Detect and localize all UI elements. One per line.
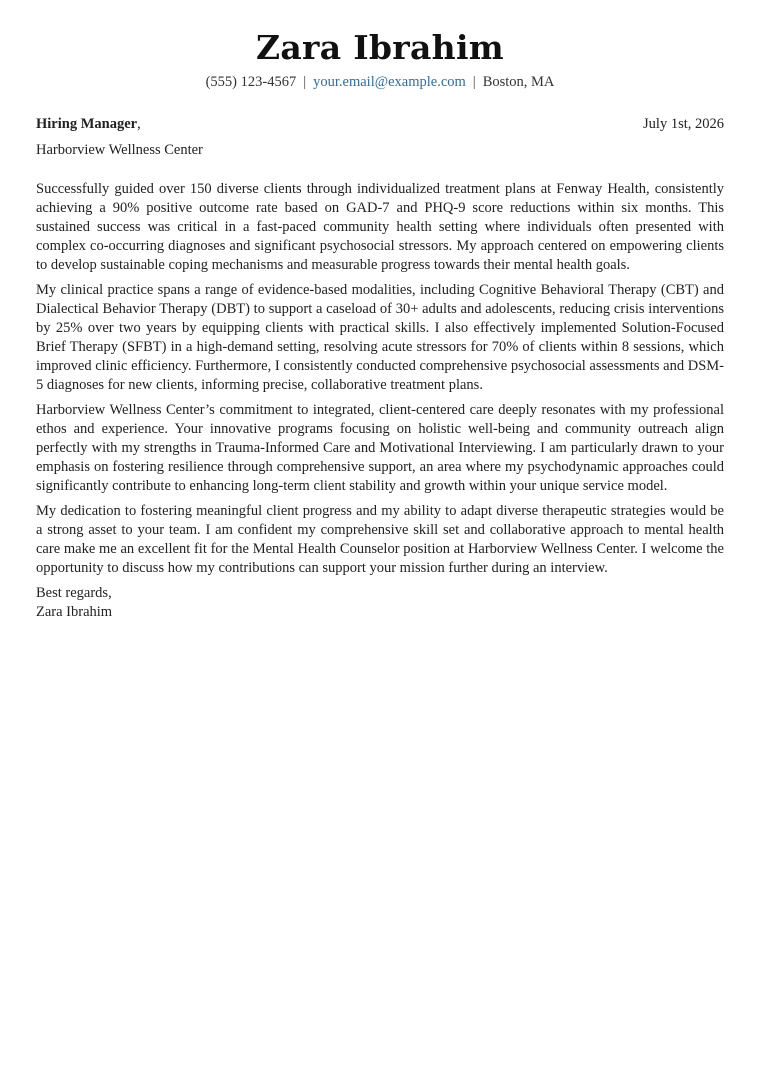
applicant-name: Zara Ibrahim [255, 28, 505, 67]
body-paragraph: Successfully guided over 150 diverse clients through individualized treatment plans at Fenway Health, consistently achieving a 90% positive outcome rate based on GAD-7 and PHQ-9 score reductions within six months. This sustained success was critical in a fast-paced community health setting where individuals often presented with complex co-occurring diagnoses and significant psychosocial stressors. My approach centered on empowering clients to develop sustainable coping mechanisms and measurable progress towards their mental health goals. [36, 181, 724, 273]
recipient-company: Harborview Wellness Center [36, 142, 203, 158]
phone-number: (555) 123-4567 [205, 74, 297, 90]
body-paragraph: Harborview Wellness Center’s commitment to integrated, client-centered care deeply resonates with my professional ethos and experience. Your innovative programs focusing on holistic well-being and community outreach align perfectly with my strengths in Trauma-Informed Care and Motivational Interviewing. I am particularly drawn to your emphasis on fostering resilience through comprehensive support, an area where my psychodynamic approaches could significantly contribute to enhancing long-term client stability and growth within your unique service model. [36, 402, 724, 494]
letter-date: July 1st, 2026 [643, 116, 724, 132]
contact-separator: | [303, 74, 307, 90]
closing-salutation: Best regards, [36, 585, 112, 601]
email-link[interactable]: your.email@example.com [313, 74, 466, 90]
body-paragraph: My clinical practice spans a range of evidence-based modalities, including Cognitive Behavioral Therapy (CBT) and Dialectical Behavior Therapy (DBT) to support a caseload of 30+ adults and adolescents, reducing crisis interventions by 25% over two years by equipping clients with practical skills. I also effectively implemented Solution-Focused Brief Therapy (SFBT) in a high-demand setting, resolving acute stressors for 70% of clients within 8 sessions, which improved clinic efficiency. Furthermore, I consistently conducted comprehensive psychosocial assessments and DSM-5 diagnoses for new clients, informing precise, collaborative treatment plans. [36, 282, 724, 393]
body-paragraph: My dedication to fostering meaningful client progress and my ability to adapt diverse therapeutic strategies would be a strong asset to your team. I am confident my comprehensive skill set and collaborative approach to mental health care make me an excellent fit for the Mental Health Counselor position at Harborview Wellness Center. I welcome the opportunity to discuss how my contributions can support your mission further during an interview. [36, 503, 724, 576]
location: Boston, MA [482, 74, 555, 90]
recipient-date-row [36, 114, 724, 134]
cover-letter-page [36, 28, 724, 622]
recipient-name-suffix: , [137, 116, 141, 132]
signature-name: Zara Ibrahim [36, 604, 113, 620]
recipient-line [36, 114, 141, 134]
letter-body [36, 180, 724, 578]
contact-separator: | [472, 74, 476, 90]
contact-line [36, 72, 724, 92]
recipient-name: Hiring Manager [36, 116, 138, 132]
closing-block [36, 584, 724, 622]
